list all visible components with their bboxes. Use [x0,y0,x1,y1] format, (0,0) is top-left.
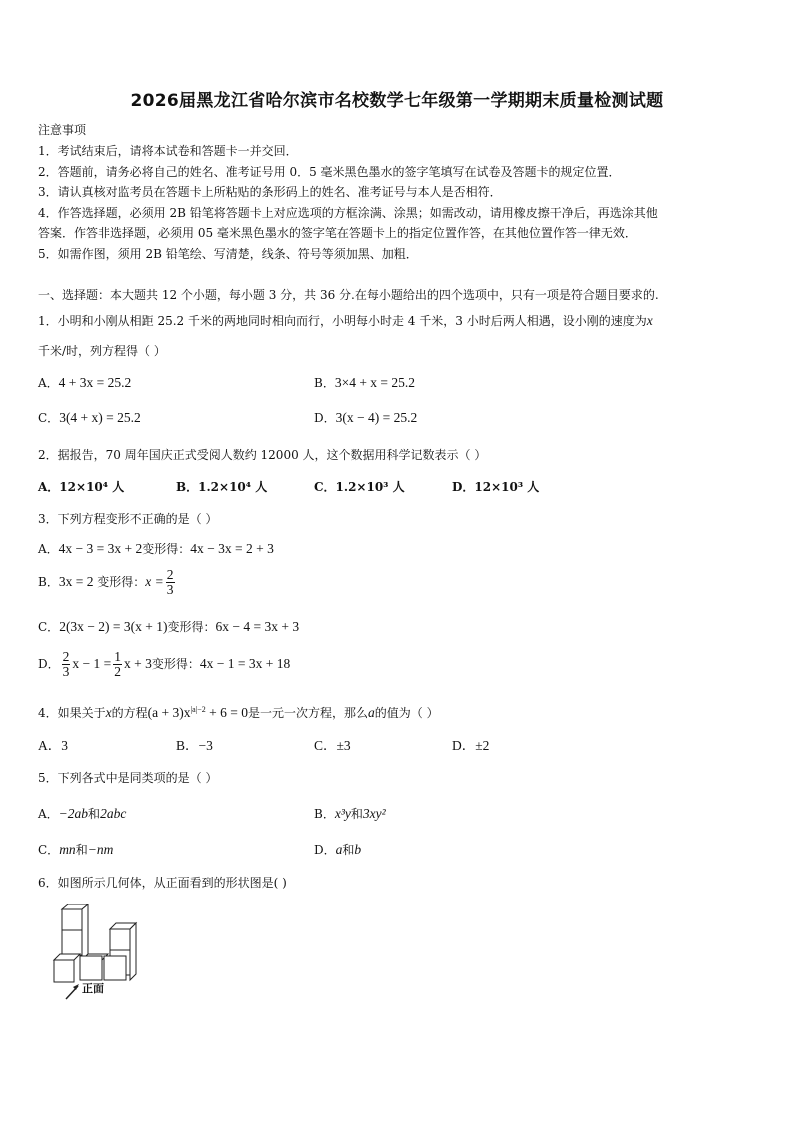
q4-stem-mid: 的方程 [111,706,148,720]
q4-option-d: D．±2 [452,738,490,753]
q3-option-a-result: 4x − 3x = 2 + 3 [190,541,274,556]
section-heading: 一、选择题：本大题共 12 个小题，每小题 3 分，共 36 分.在每小题给出的四个选项中，只有一项是符合题目要求的. [38,288,659,302]
q3-option-d-fraction-2 [113,650,122,679]
q5-option-d-and: 和 [342,843,355,857]
q3-option-d-eq-part1: x − 1 = [72,656,112,671]
q6-cube-figure [48,904,148,1002]
q1-option-a [38,375,131,391]
q1-option-d-expr: 3(x − 4) = 25.2 [335,410,418,425]
q5-option-b-term2: 3xy² [362,806,386,821]
q3-option-d-denominator-1: 3 [62,664,70,679]
q1-option-a-label: A． [38,376,59,390]
q5-option-d-term2: b [354,842,362,857]
q3-option-c-eq: 2(3x − 2) = 3(x + 1) [59,619,168,634]
q3-option-d-numerator-2: 1 [114,649,121,664]
q4-stem-exponent: |a|−2 [190,705,206,714]
q5-option-d-label: D． [314,843,336,857]
q5-option-a-and: 和 [88,807,101,821]
q5-option-c-label: C． [38,843,60,857]
q3-option-b-label: B． [38,575,59,589]
q1-option-d [314,410,417,426]
q3-option-d-mid: 变形得： [151,657,200,671]
q5-option-c [38,842,113,858]
q3-option-b-numerator: 2 [166,567,174,582]
q4-stem-post: 是一元一次方程，那么 [248,706,369,720]
q5-option-c-term1: mn [59,842,76,857]
q1-option-c-label: C． [38,411,60,425]
q3-option-c-mid: 变形得： [167,620,216,634]
q1-option-d-label: D． [314,411,336,425]
q1-option-c [38,410,141,426]
q3-option-b-result-lhs: x = [145,574,164,589]
notice-item-4-cont: 答案．作答非选择题，必须用 05 毫米黑色墨水的签字笔在答题卡上的指定位置作答，在其他位置作答一律无效． [38,226,637,240]
q3-option-d-eq-part2: x + 3 [123,656,152,671]
q4-stem-var: x [105,705,112,720]
q1-option-a-expr: 4 + 3x = 25.2 [58,375,132,390]
q3-option-b-mid: 变形得： [93,575,146,589]
q1-option-b [314,375,415,391]
q5-option-b-label: B． [314,807,335,821]
q5-option-d [314,842,361,858]
q1-stem-var: x [646,313,653,328]
q4-stem [38,702,439,721]
q2-option-c: C．1.2×10³ 人 [314,480,405,494]
q3-option-b-fraction [166,568,175,597]
q4-option-b: B．−3 [176,738,213,753]
q3-option-b-denominator: 3 [166,582,174,597]
q5-option-a [38,806,126,822]
q1-stem-line1 [38,313,653,329]
notice-item-4: 4．作答选择题，必须用 2B 铅笔将答题卡上对应选项的方框涂满、涂黑；如需改动，请用橡皮擦干净后，再选涂其他 [38,206,658,220]
q5-option-d-term1: a [335,842,343,857]
q5-option-b-term1: x³y [334,806,351,821]
q1-option-b-label: B． [314,376,335,390]
q3-option-a [38,541,274,557]
q6-stem: 6．如图所示几何体，从正面看到的形状图是( ) [38,876,287,890]
q6-figure-label: 正面 [82,982,104,995]
q3-stem: 3．下列方程变形不正确的是（ ） [38,512,218,526]
q5-option-a-label: A． [38,807,59,821]
q2-option-b: B．1.2×10⁴ 人 [176,480,268,494]
q3-option-a-label: A． [38,542,59,556]
q3-option-d-result: 4x − 1 = 3x + 18 [199,656,291,671]
q5-option-b [314,806,386,822]
q2-stem: 2．据报告，70 周年国庆正式受阅人数约 12000 人，这个数据用科学记数表示（ ） [38,448,487,462]
notice-heading: 注意事项 [38,123,87,137]
page-title: 2026届黑龙江省哈尔滨市名校数学七年级第一学期期末质量检测试题 [130,91,664,111]
q1-option-c-expr: 3(4 + x) = 25.2 [59,410,141,425]
q3-option-c [38,619,299,635]
notice-item-1: 1．考试结束后，请将本试卷和答题卡一并交回． [38,144,298,158]
q1-option-b-expr: 3×4 + x = 25.2 [334,375,416,390]
q3-option-c-label: C． [38,620,60,634]
q1-stem-text: 1．小明和小刚从相距 25.2 千米的两地同时相向而行，小明每小时走 4 千米，3 小时后两人相遇，设小刚的速度为 [38,314,647,328]
q4-stem-eq: (a + 3)x [147,705,191,720]
q5-option-c-and: 和 [75,843,88,857]
notice-item-5: 5．如需作图，须用 2B 铅笔绘、写清楚，线条、符号等须加黑、加粗． [38,247,418,261]
q4-stem-eq2: + 6 = 0 [205,705,249,720]
q3-option-a-eq: 4x − 3 = 3x + 2 [58,541,143,556]
q3-option-c-result: 6x − 4 = 3x + 3 [215,619,300,634]
q5-option-b-and: 和 [350,807,363,821]
q3-option-d-label: D． [38,657,60,671]
q2-option-a: A．12×10⁴ 人 [38,480,125,494]
q4-stem-pre: 4．如果关于 [38,706,106,720]
q3-option-b [38,568,177,597]
q5-option-a-term1: −2ab [58,806,89,821]
q3-option-d-denominator-2: 2 [114,664,121,679]
q4-stem-end: 的值为（ ） [374,706,439,720]
q4-stem-a: a [368,705,375,720]
q3-option-a-mid: 变形得： [142,542,191,556]
q3-option-d-numerator-1: 2 [62,649,70,664]
q5-stem: 5．下列各式中是同类项的是（ ） [38,771,218,785]
q3-option-d-fraction-1 [62,650,71,679]
q2-option-d: D．12×10³ 人 [452,480,540,494]
notice-item-3: 3．请认真核对监考员在答题卡上所粘贴的条形码上的姓名、准考证号与本人是否相符． [38,185,502,199]
q5-option-a-term2: 2abc [100,806,127,821]
q1-stem-line2: 千米/时，列方程得（ ） [38,344,166,358]
q4-option-a: A．3 [38,738,68,753]
q5-option-c-term2: −nm [87,842,114,857]
q3-option-d [38,650,290,679]
notice-item-2: 2．答题前，请务必将自己的姓名、准考证号用 0．5 毫米黑色墨水的签字笔填写在试卷及答题卡的规定位置． [38,165,621,179]
q4-option-c: C．±3 [314,738,351,753]
q3-option-b-eq: 3x = 2 [58,574,94,589]
